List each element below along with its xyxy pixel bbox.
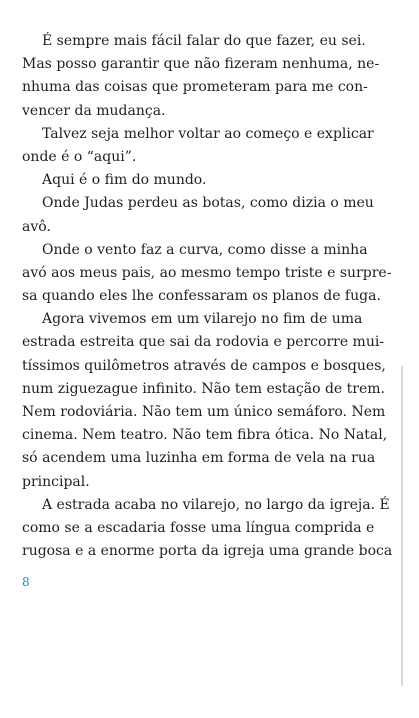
text-line: só acendem uma luzinha em forma de vela na rua xyxy=(22,450,376,467)
page-number: 8 xyxy=(22,575,30,589)
text-line: vencer da mudança. xyxy=(22,102,166,119)
text-line: estrada estreita que sai da rodovia e percorre mui- xyxy=(22,334,385,351)
text-line: tíssimos quilômetros através de campos e bosques, xyxy=(22,357,386,374)
text-line: como se a escadaria fosse uma língua comprida e xyxy=(22,519,375,536)
text-line: É sempre mais fácil falar do que fazer, eu sei. xyxy=(42,33,366,49)
text-line: A estrada acaba no vilarejo, no largo da igreja. É xyxy=(42,496,390,513)
body-text xyxy=(22,30,393,563)
text-line: avô. xyxy=(22,218,51,235)
text-line: num ziguezague infinito. Não tem estação de trem. xyxy=(22,380,385,397)
text-line: sa quando eles lhe confessaram os planos de fuga. xyxy=(22,288,381,305)
text-line: onde é o “aqui”. xyxy=(22,148,137,165)
text-line: rugosa e a enorme porta da igreja uma grande boca xyxy=(22,543,393,560)
text-line: nhuma das coisas que prometeram para me con- xyxy=(22,79,368,96)
text-line: Nem rodoviária. Não tem um único semáforo. Nem xyxy=(22,404,386,420)
text-line: Aqui é o fim do mundo. xyxy=(42,172,207,189)
text-line: Talvez seja melhor voltar ao começo e explicar xyxy=(42,125,374,142)
text-line: Onde o vento faz a curva, como disse a minha xyxy=(42,241,368,258)
text-line: cinema. Nem teatro. Não tem fibra ótica. No Natal, xyxy=(22,427,388,444)
text-line: Mas posso garantir que não fizeram nenhuma, ne- xyxy=(22,56,380,73)
text-line: avó aos meus pais, ao mesmo tempo triste e surpre- xyxy=(22,264,392,281)
text-line: Onde Judas perdeu as botas, como dizia o meu xyxy=(42,195,374,212)
text-line: principal. xyxy=(22,473,90,490)
page-edge-divider xyxy=(401,366,403,686)
text-line: Agora vivemos em um vilarejo no fim de uma xyxy=(42,311,363,328)
